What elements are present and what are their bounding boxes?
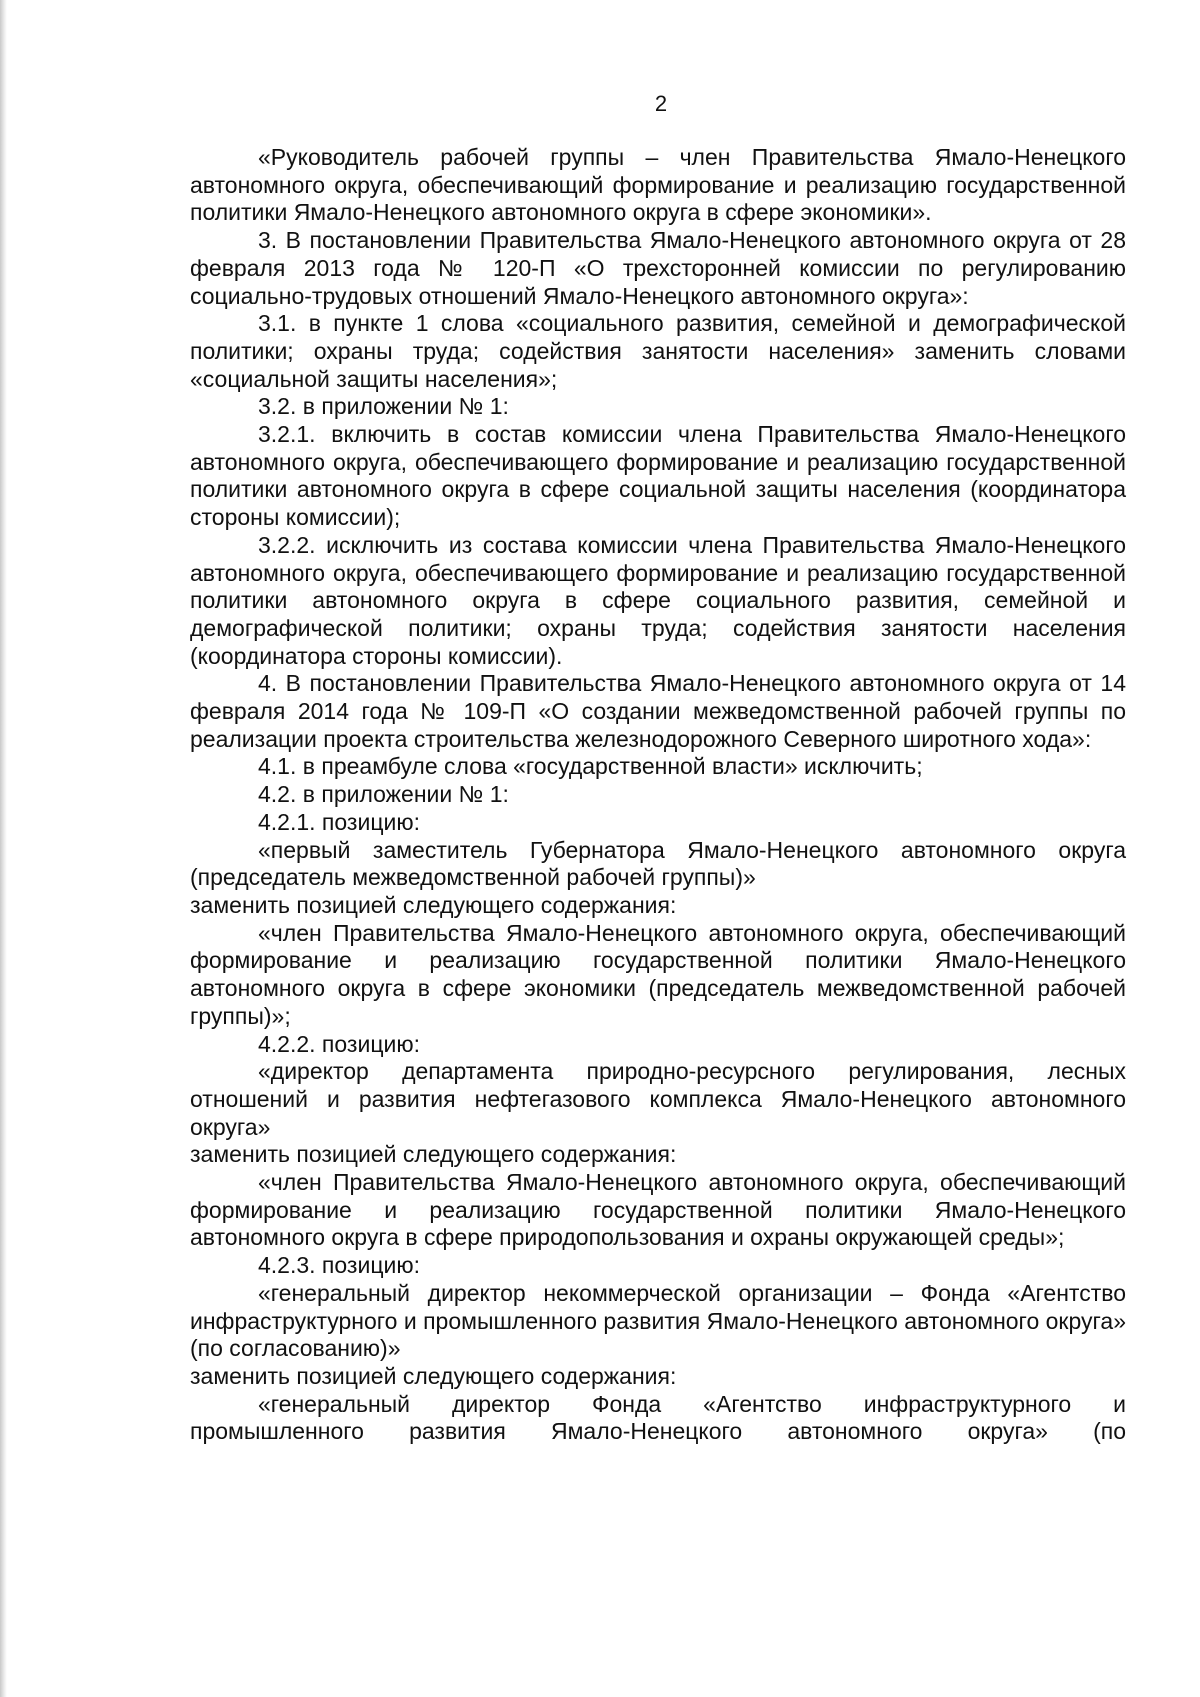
paragraph: 4.2.3. позицию:	[258, 1252, 420, 1279]
paragraph: 4.2.2. позицию:	[258, 1030, 420, 1057]
paragraph: заменить позицией следующего содержания:	[190, 1141, 677, 1168]
document-body	[190, 144, 1126, 1446]
paragraph: заменить позицией следующего содержания:	[190, 891, 677, 918]
paragraph: 3.2.2. исключить из состава комиссии члена Правительства Ямало-Ненецкого автономного округа, обеспечивающего формирование и реализацию государственной политики автономного округа в сфере социального развития, семейной и демографической политики; охраны труда; содействия занятости населения (координатора стороны комиссии).	[190, 531, 1126, 669]
paragraph: «первый заместитель Губернатора Ямало-Ненецкого автономного округа (председатель межведомственной рабочей группы)»	[190, 836, 1126, 891]
paragraph: 3.2. в приложении № 1:	[258, 393, 509, 420]
paragraph: «директор департамента природно-ресурсного регулирования, лесных отношений и развития нефтегазового комплекса Ямало-Ненецкого автономного округа»	[190, 1058, 1126, 1140]
page-number: 2	[654, 91, 668, 116]
paragraph: 4.1. в преамбуле слова «государственной власти» исключить;	[258, 753, 923, 780]
paragraph: 3.1. в пункте 1 слова «социального развития, семейной и демографической политики; охраны труда; содействия занятости населения» заменить словами «социальной защиты населения»;	[190, 310, 1126, 392]
paragraph: «генеральный директор некоммерческой организации – Фонда «Агентство инфраструктурного и промышленного развития Ямало-Ненецкого автономного округа» (по согласованию)»	[190, 1279, 1126, 1362]
paragraph: заменить позицией следующего содержания:	[190, 1362, 677, 1389]
paragraph: 3.2.1. включить в состав комиссии члена Правительства Ямало-Ненецкого автономного округа, обеспечивающего формирование и реализацию государственной политики автономного округа в сфере социальной защиты населения (координатора стороны комиссии);	[190, 421, 1126, 531]
paragraph: 4. В постановлении Правительства Ямало-Ненецкого автономного округа от 14 февраля 2014 года № 109-П «О создании межведомственной рабочей группы по реализации проекта строительства железнодорожного Северного широтного хода»:	[190, 670, 1126, 752]
page-edge-shadow	[0, 0, 7, 1697]
paragraph: «генеральный директор Фонда «Агентство инфраструктурного и промышленного развития Ямало-Ненецкого автономного округа» (по	[190, 1390, 1126, 1445]
paragraph: «член Правительства Ямало-Ненецкого автономного округа, обеспечивающий формирование и реализацию государственной политики Ямало-Ненецкого автономного округа в сфере природопользования и охраны окружающей среды»;	[190, 1169, 1126, 1251]
paragraph: 4.2. в приложении № 1:	[258, 781, 509, 808]
paragraph: «член Правительства Ямало-Ненецкого автономного округа, обеспечивающий формирование и реализацию государственной политики Ямало-Ненецкого автономного округа в сфере экономики (председатель межведомственной рабочей группы)»;	[190, 919, 1126, 1029]
paragraph: 4.2.1. позицию:	[258, 808, 420, 835]
paragraph: 3. В постановлении Правительства Ямало-Ненецкого автономного округа от 28 февраля 2013 года № 120-П «О трехсторонней комиссии по регулированию социально-трудовых отношений Ямало-Ненецкого автономного округа»:	[190, 227, 1126, 309]
paragraph: «Руководитель рабочей группы – член Правительства Ямало-Ненецкого автономного округа, обеспечивающий формирование и реализацию государственной политики Ямало-Ненецкого автономного округа в сфере экономики».	[190, 144, 1126, 226]
